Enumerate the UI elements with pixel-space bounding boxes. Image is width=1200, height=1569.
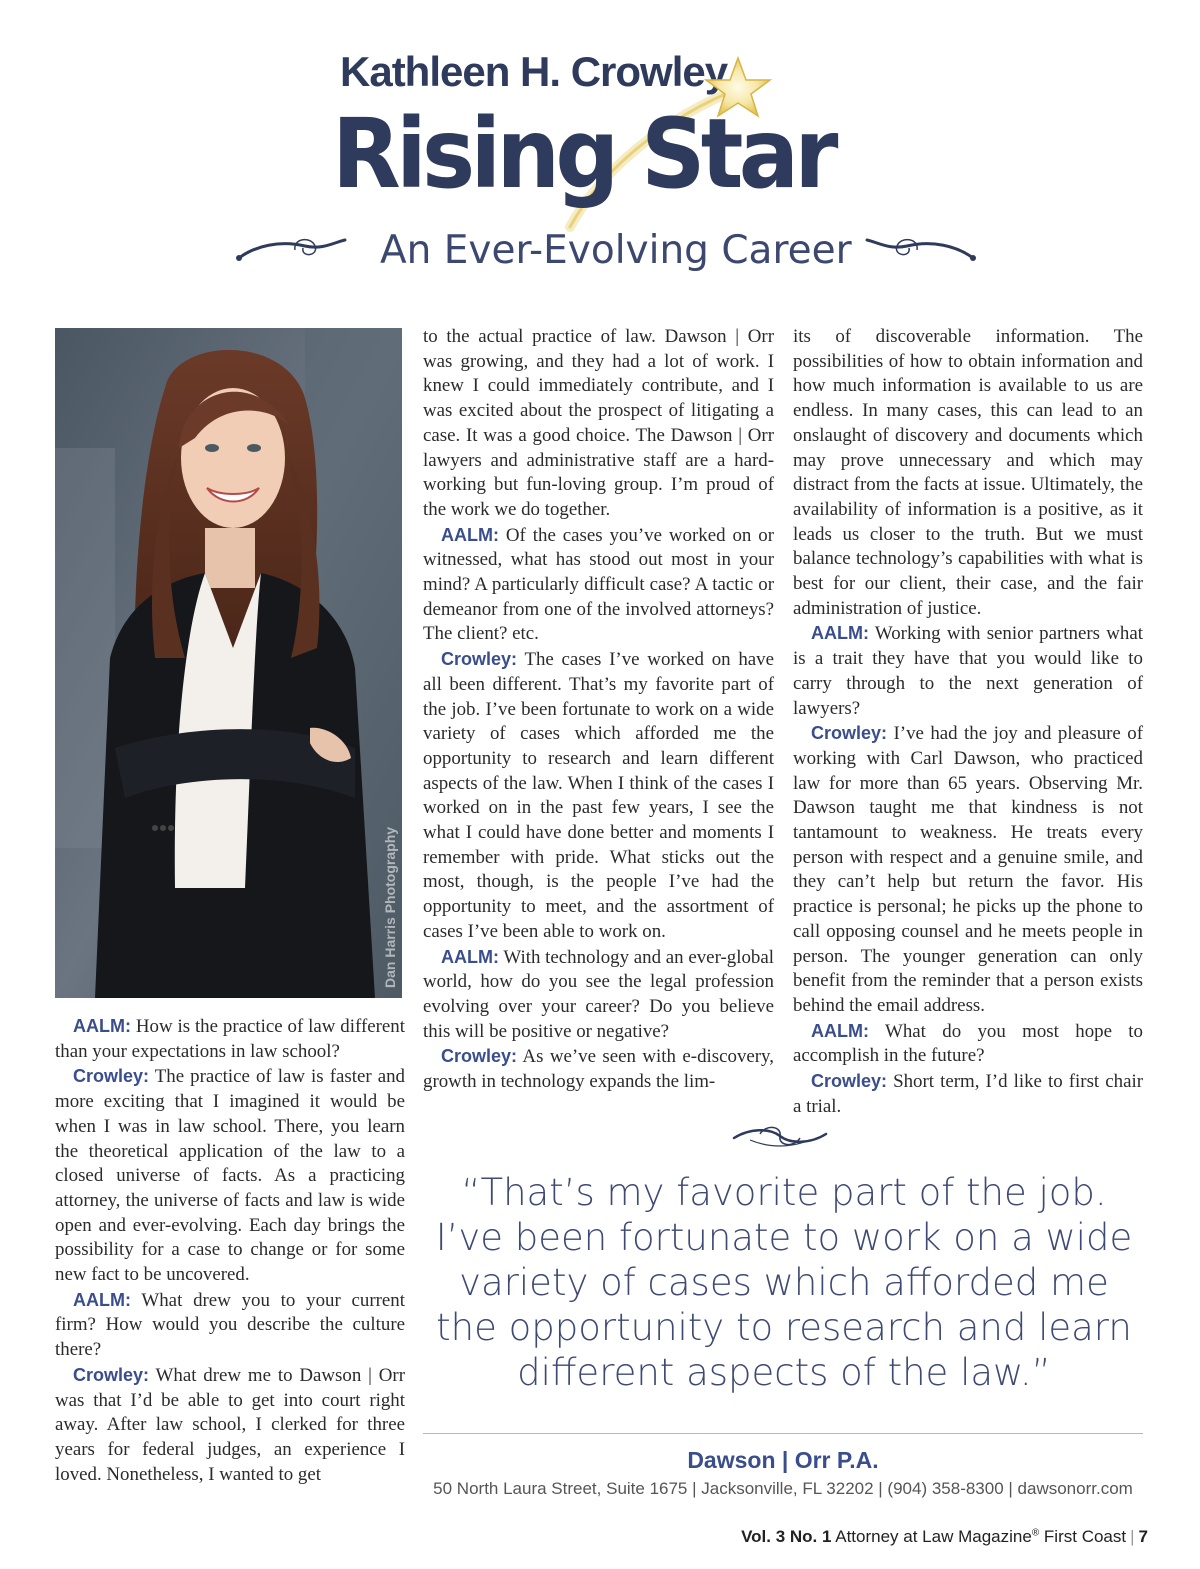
person-name: Kathleen H. Crowley — [340, 48, 728, 95]
speaker-label: AALM: — [811, 1020, 869, 1041]
volume-label: Vol. 3 No. 1 — [741, 1527, 832, 1546]
qa-paragraph — [793, 325, 1143, 621]
flourish-center-icon — [730, 1120, 830, 1152]
magazine-name: Attorney at Law Magazine — [835, 1527, 1032, 1546]
speaker-label: Crowley: — [441, 649, 518, 670]
speaker-label: Crowley: — [441, 1046, 518, 1067]
article-column-3 — [793, 325, 1143, 1120]
qa-paragraph — [55, 1288, 405, 1363]
paragraph-text: Working with senior partners what is a trait they have that you would like to carry through to the next generation of lawyers? — [793, 623, 1143, 719]
page-footer: Vol. 3 No. 1 Attorney at Law Magazine® First Coast | 7 — [741, 1527, 1148, 1546]
flourish-right-icon — [862, 232, 977, 268]
paragraph-text: The cases I’ve worked on have all been different. That’s my favorite part of the job. I’ve been fortunate to work on a wide variety of cases which afforded me the opportunity to research and learn different aspects of the law. When I think of the cases I worked on in the past few years, I see the what I could have done better and moments I remember with pride. What sticks out the most, though, is the people I’ve had the opportunity to meet, and the assortment of cases I’ve been able to work on. — [423, 649, 774, 942]
qa-paragraph — [423, 945, 774, 1045]
qa-paragraph — [423, 1044, 774, 1094]
speaker-label: Crowley: — [73, 1066, 150, 1087]
page-number: 7 — [1138, 1527, 1148, 1546]
article-column-2 — [423, 325, 774, 1095]
qa-paragraph — [423, 325, 774, 523]
speaker-label: AALM: — [441, 946, 499, 967]
pull-quote: “That’s my favorite part of the job. I’ve been fortunate to work on a wide variety of cases which afforded me the opportunity to research and learn different aspects of the law.” — [435, 1171, 1133, 1394]
headline: Rising Star — [332, 98, 834, 210]
paragraph-text: What drew you to your current firm? How would you describe the culture there? — [55, 1289, 405, 1361]
paragraph-text: What drew me to Dawson | Orr was that I’d be able to get into court right away. After law school, I clerked for three years for federal judges, an experience I loved. Nonetheless, I wanted to get — [55, 1364, 405, 1485]
portrait-photo — [55, 328, 402, 998]
qa-paragraph — [55, 1363, 405, 1488]
paragraph-text: Of the cases you’ve worked on or witnessed, what has stood out most in your mind? A particularly difficult case? A tactic or demeanor from one of the involved attorneys? The client? etc. — [423, 524, 774, 645]
speaker-label: Crowley: — [811, 1071, 888, 1092]
paragraph-text: Short term, I’d like to first chair a trial. — [793, 1071, 1144, 1117]
registered-mark: ® — [1031, 1527, 1040, 1539]
qa-paragraph — [55, 1014, 405, 1064]
speaker-label: AALM: — [73, 1289, 131, 1310]
qa-paragraph — [793, 1019, 1143, 1069]
article-column-1 — [55, 1014, 405, 1487]
speaker-label: Crowley: — [73, 1364, 150, 1385]
qa-paragraph — [793, 721, 1143, 1018]
paragraph-text: I’ve had the joy and pleasure of working with Carl Dawson, who practiced law for more than 65 years. Observing Mr. Dawson taught me that kindness is not tantamount to weakness. He treats every person with respect and a genuine smile, and they can’t help but return the favor. His practice is personal; he picks up the phone to call opposing counsel and he meets people in person. The younger generation can only benefit from the reminder that a person exists behind the email address. — [793, 723, 1143, 1016]
qa-paragraph — [793, 1069, 1143, 1119]
speaker-label: AALM: — [441, 524, 499, 545]
paragraph-text: its of discoverable information. The possibilities of how to obtain information and how much information is available to us are endless. In many cases, this can lead to an onslaught of discovery and documents which may prove unnecessary and which may distract from the facts at issue. Ultimately, the availability of information is a positive, as it leads us closer to the truth. But we must balance technology’s capabilities with what is best for our client, their case, and the fair administration of justice. — [793, 326, 1143, 619]
flourish-left-icon — [235, 232, 350, 268]
paragraph-text: With technology and an ever-global world, how do you see the legal profession evolving over your career? Do you believe this will be positive or negative? — [423, 946, 774, 1042]
speaker-label: AALM: — [811, 623, 869, 644]
qa-paragraph — [793, 621, 1143, 721]
qa-paragraph — [55, 1064, 405, 1287]
paragraph-text: What do you most hope to accomplish in the future? — [793, 1020, 1144, 1067]
paragraph-text: As we’ve seen with e-discovery, growth in technology expands the lim- — [423, 1046, 775, 1093]
speaker-label: AALM: — [73, 1016, 131, 1036]
paragraph-text: to the actual practice of law. Dawson | Orr was growing, and they had a lot of work. I knew I could immediately contribute, and I was excited about the prospect of litigating a case. It was a good choice. The Dawson | Orr lawyers and administrative staff are a hard-working but fun-loving group. I’m proud of the work we do together. — [423, 326, 774, 520]
edition-label: First Coast — [1043, 1527, 1127, 1546]
firm-name: Dawson | Orr P.A. — [687, 1447, 879, 1473]
paragraph-text: How is the practice of law different than your expectations in law school? — [55, 1016, 405, 1062]
paragraph-text: The practice of law is faster and more exciting that I imagined it would be when I was in law school. There, you learn the theoretical application of the law to a closed universe of facts. As a practicing attorney, the universe of facts and law is wide open and ever-evolving. Each day brings the possibility for a case to change or for some new fact to be uncovered. — [55, 1066, 405, 1286]
firm-address: 50 North Laura Street, Suite 1675 | Jacksonville, FL 32202 | (904) 358-8300 | dawsonorr.com — [433, 1479, 1133, 1498]
qa-paragraph — [423, 647, 774, 944]
speaker-label: Crowley: — [811, 723, 888, 744]
qa-paragraph — [423, 523, 774, 648]
photo-credit: Dan Harris Photography — [382, 826, 398, 988]
divider — [423, 1433, 1143, 1434]
subtitle: An Ever-Evolving Career — [380, 228, 852, 273]
